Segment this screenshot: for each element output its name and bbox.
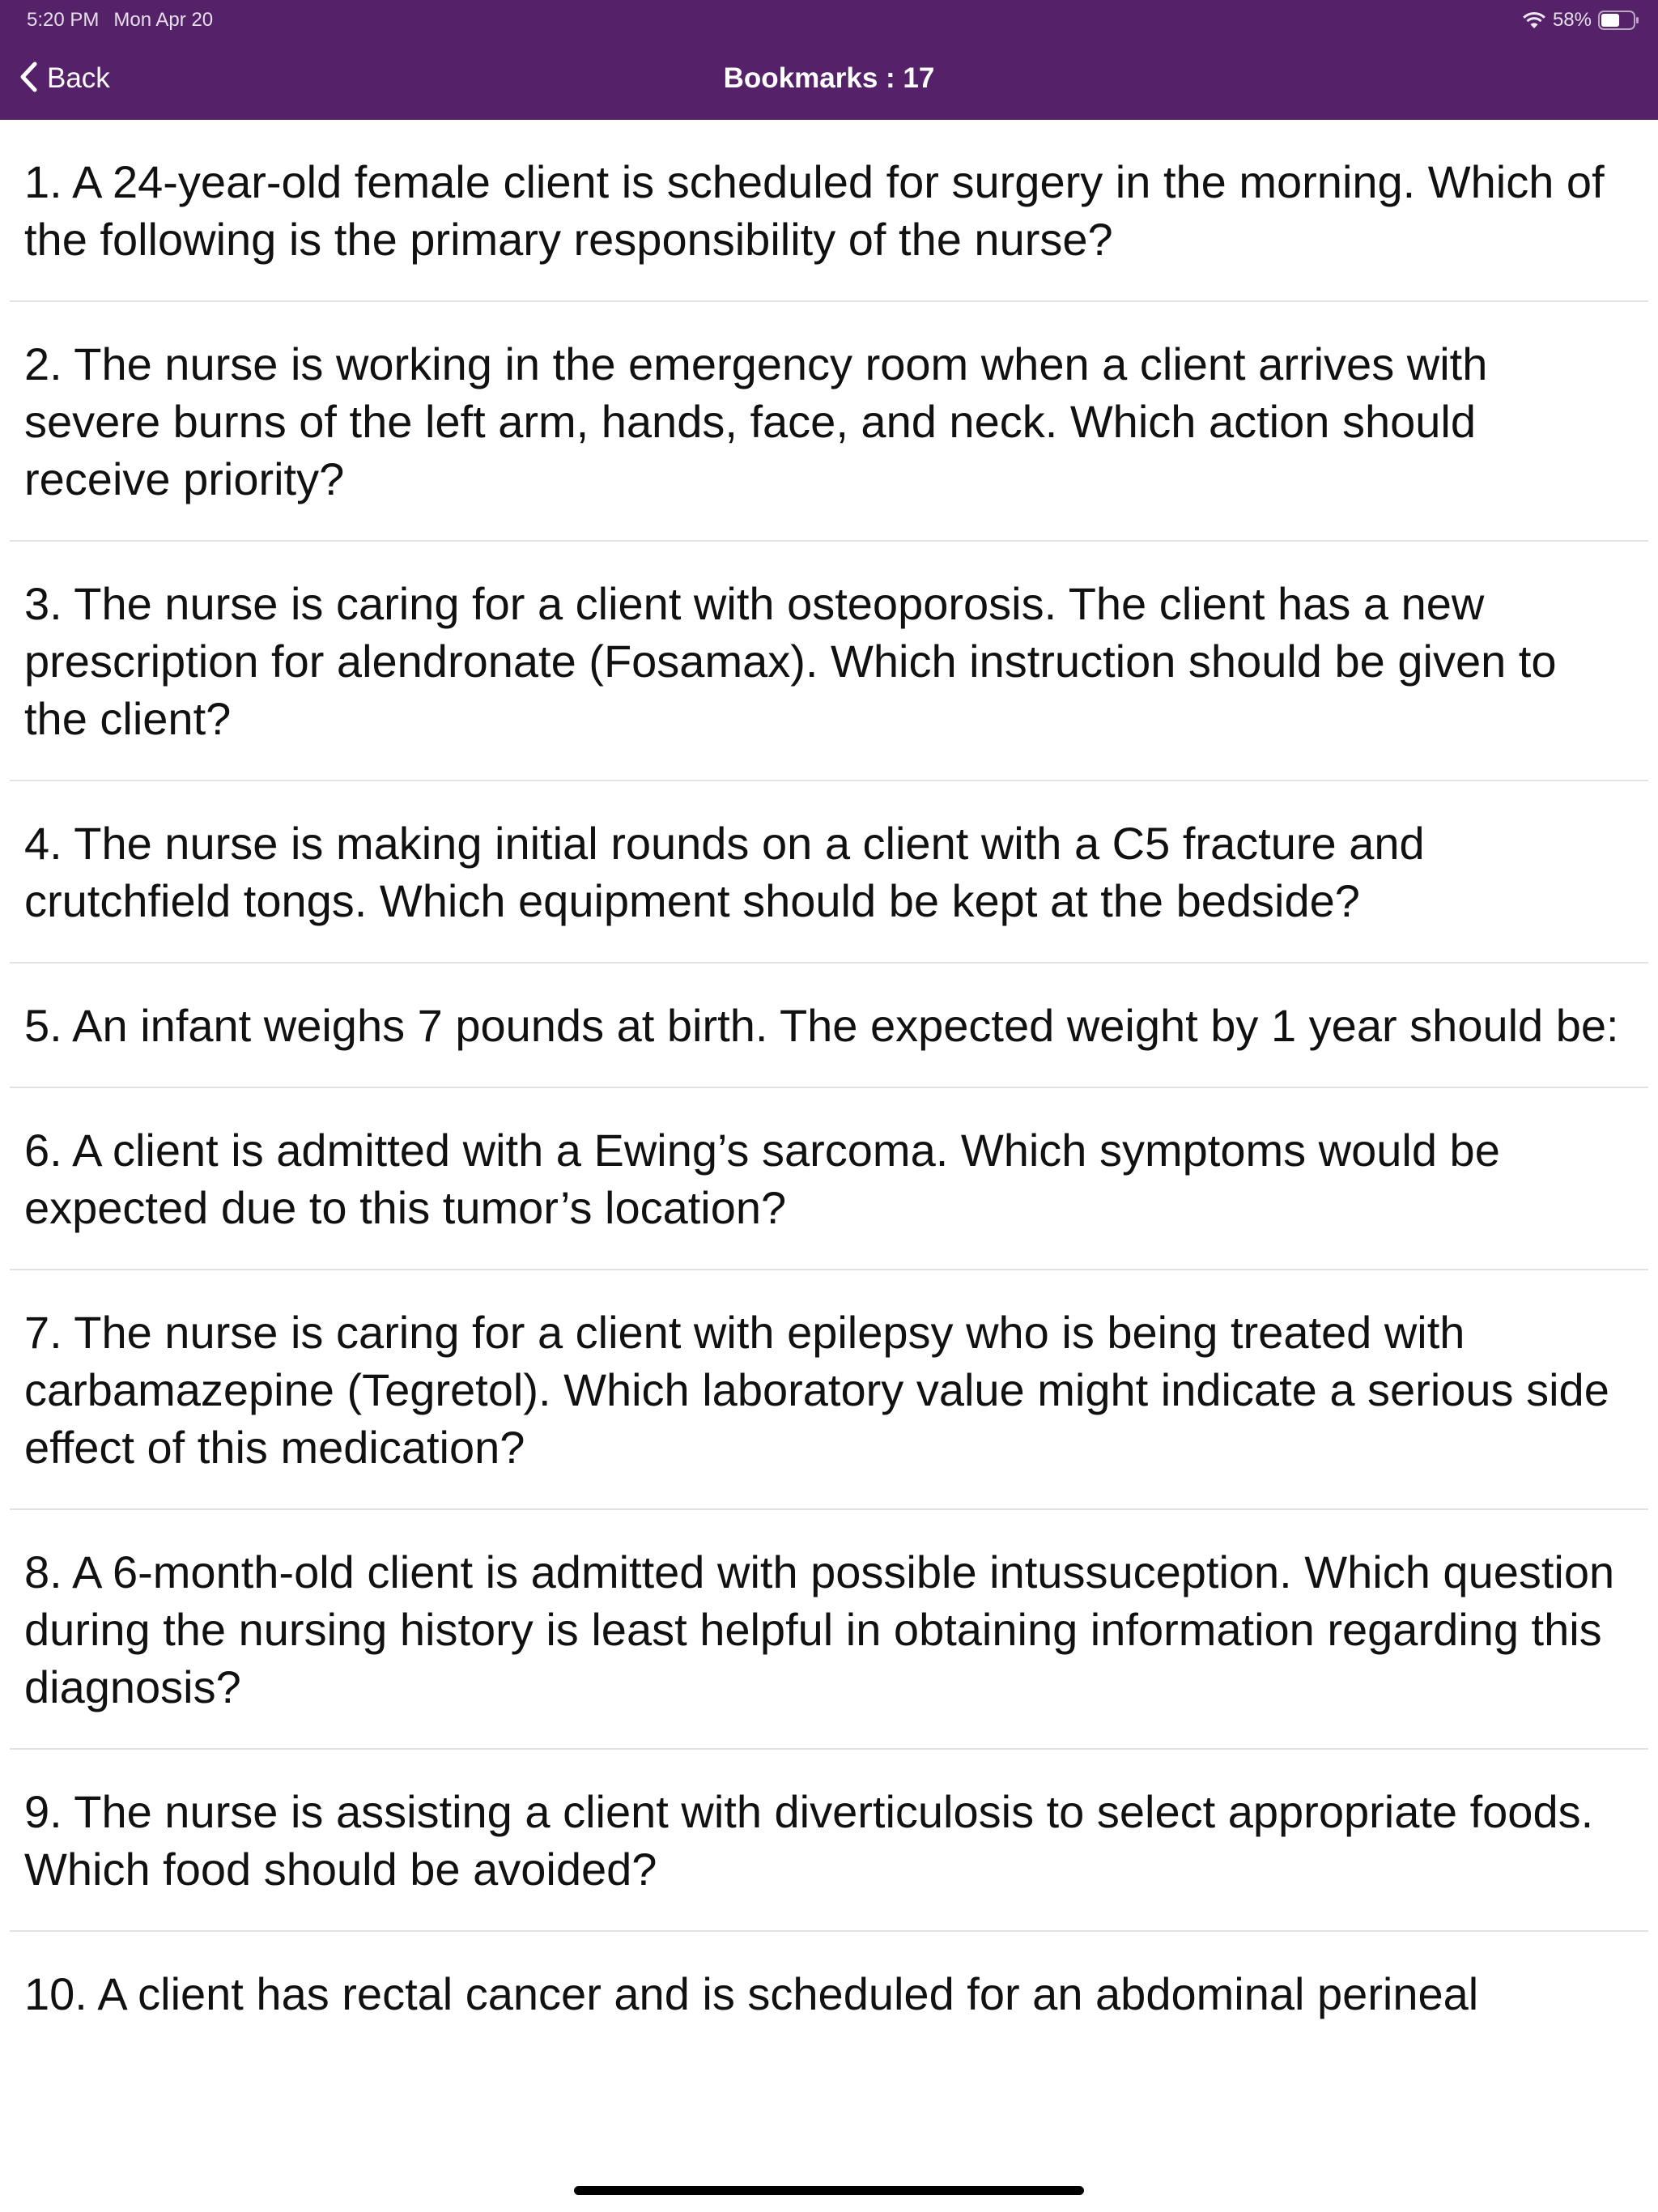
page-title: Bookmarks : 17 bbox=[723, 62, 935, 94]
bookmark-item[interactable]: 1. A 24-year-old female client is scheduled for surgery in the morning. Which of the following is the primary responsibility of the nurse? bbox=[10, 120, 1648, 302]
status-time: 5:20 PM bbox=[27, 9, 100, 31]
navigation-bar bbox=[0, 39, 1658, 120]
home-indicator[interactable] bbox=[574, 2186, 1084, 2195]
battery-icon bbox=[1598, 11, 1640, 30]
bookmark-list bbox=[0, 120, 1658, 2055]
status-date: Mon Apr 20 bbox=[113, 9, 214, 31]
bookmark-item[interactable]: 5. An infant weighs 7 pounds at birth. The expected weight by 1 year should be: bbox=[10, 963, 1648, 1088]
bookmark-item[interactable]: 9. The nurse is assisting a client with diverticulosis to select appropriate foods. Which food should be avoided? bbox=[10, 1750, 1648, 1932]
wifi-icon bbox=[1522, 11, 1546, 29]
bookmark-item[interactable]: 3. The nurse is caring for a client with osteoporosis. The client has a new prescription for alendronate (Fosamax). Which instruction should be given to the client? bbox=[10, 542, 1648, 781]
bookmark-item[interactable]: 4. The nurse is making initial rounds on a client with a C5 fracture and crutchfield tongs. Which equipment should be kept at the bedside? bbox=[10, 781, 1648, 963]
header-bar bbox=[0, 0, 1658, 120]
status-bar-left bbox=[27, 8, 213, 32]
back-label: Back bbox=[47, 62, 110, 94]
bookmark-item[interactable]: 8. A 6-month-old client is admitted with possible intussuception. Which question during the nursing history is least helpful in obtaining information regarding this diagnosis? bbox=[10, 1510, 1648, 1750]
status-bar-right bbox=[1522, 8, 1640, 32]
bookmark-item[interactable]: 7. The nurse is caring for a client with epilepsy who is being treated with carbamazepine (Tegretol). Which laboratory value might indicate a serious side effect of this medication? bbox=[10, 1270, 1648, 1510]
battery-percent: 58% bbox=[1552, 9, 1592, 31]
bookmark-item[interactable]: 6. A client is admitted with a Ewing’s sarcoma. Which symptoms would be expected due to this tumor’s location? bbox=[10, 1088, 1648, 1270]
bookmark-item[interactable]: 10. A client has rectal cancer and is scheduled for an abdominal perineal bbox=[24, 1968, 1479, 2019]
bookmark-item[interactable]: 2. The nurse is working in the emergency room when a client arrives with severe burns of the left arm, hands, face, and neck. Which action should receive priority? bbox=[10, 302, 1648, 542]
